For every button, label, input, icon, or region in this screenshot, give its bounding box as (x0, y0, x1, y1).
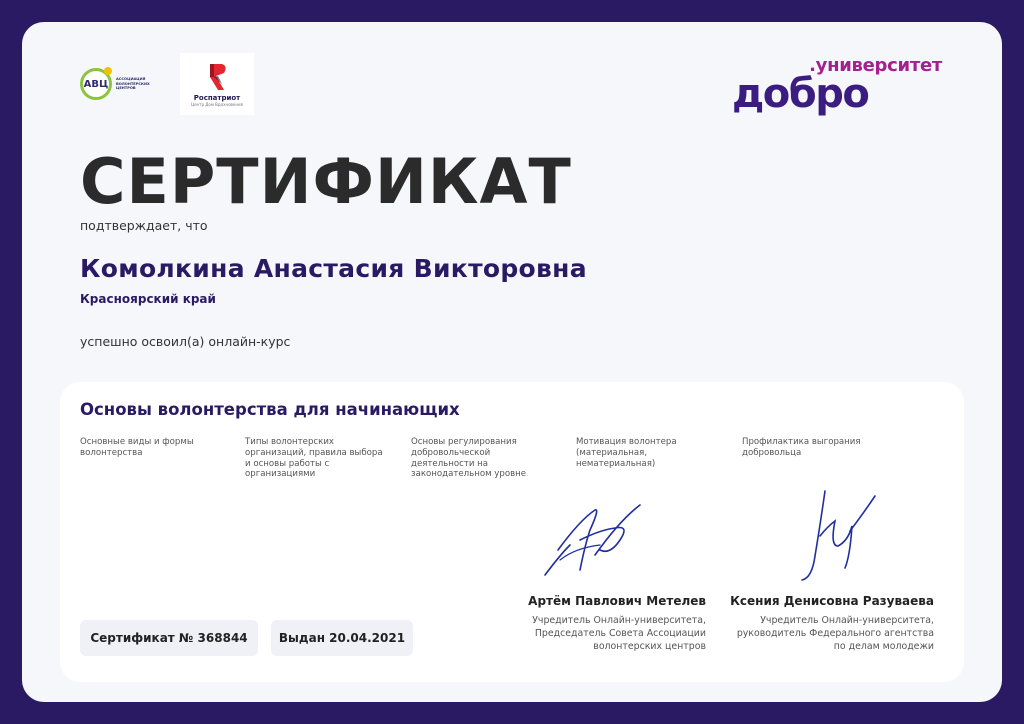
certificate-number-badge: Сертификат № 368844 (80, 620, 258, 656)
course-topic: Профилактика выгорания добровольца (742, 437, 861, 458)
mastered-text: успешно освоил(а) онлайн-курс (80, 334, 291, 349)
signature-metelev-image (540, 500, 650, 580)
signer-razuvaeva (730, 594, 934, 653)
signer-name: Ксения Денисовна Разуваева (730, 594, 934, 608)
signer-metelev (528, 594, 706, 653)
signer-role (730, 614, 934, 653)
certificate-title: СЕРТИФИКАТ (80, 145, 572, 218)
avc-logo-text: АССОЦИАЦИЯ ВОЛОНТЕРСКИХ ЦЕНТРОВ (116, 77, 150, 91)
recipient-name: Комолкина Анастасия Викторовна (80, 254, 587, 283)
certificate-sheet (22, 22, 1002, 702)
rospatriot-logo (180, 53, 254, 115)
dobro-university-logo (732, 52, 942, 122)
partner-logos (80, 52, 254, 116)
avc-logo (80, 68, 156, 100)
signer-role-line: Учредитель Онлайн-университета, (760, 615, 934, 626)
signer-role-line: Председатель Совета Ассоциации (534, 628, 706, 639)
course-card (60, 382, 964, 682)
course-topic: Основы регулирования добровольческой деятельности на законодательном уровне (411, 437, 527, 480)
course-title: Основы волонтерства для начинающих (80, 400, 460, 419)
rospatriot-title: Роспатриот (193, 93, 241, 102)
rospatriot-subtitle: Центр Дом Вдохновения (190, 101, 243, 107)
course-topic: Основные виды и формы волонтерства (80, 437, 194, 458)
dobro-logo-main: добро (732, 71, 869, 117)
signer-role-line: волонтерских центров (593, 641, 706, 652)
dobro-logo-top: .университет (809, 55, 942, 76)
signer-role-line: по делам молодежи (833, 641, 934, 652)
signer-role (528, 614, 706, 653)
rospatriot-mark-icon (204, 62, 230, 92)
course-topic: Мотивация волонтера (материальная, нематериальная) (576, 437, 677, 469)
avc-logo-mark: АВЦ (80, 68, 112, 100)
recipient-region: Красноярский край (80, 292, 216, 306)
signer-role-line: Учредитель Онлайн-университета, (532, 615, 706, 626)
issue-date-badge: Выдан 20.04.2021 (271, 620, 413, 656)
course-topic: Типы волонтерских организаций, правила выбора и основы работы с организациями (245, 437, 383, 480)
confirm-text: подтверждает, что (80, 218, 208, 233)
signer-name: Артём Павлович Метелев (528, 594, 706, 608)
signature-razuvaeva-image (790, 486, 880, 582)
signer-role-line: руководитель Федерального агентства (736, 628, 934, 639)
